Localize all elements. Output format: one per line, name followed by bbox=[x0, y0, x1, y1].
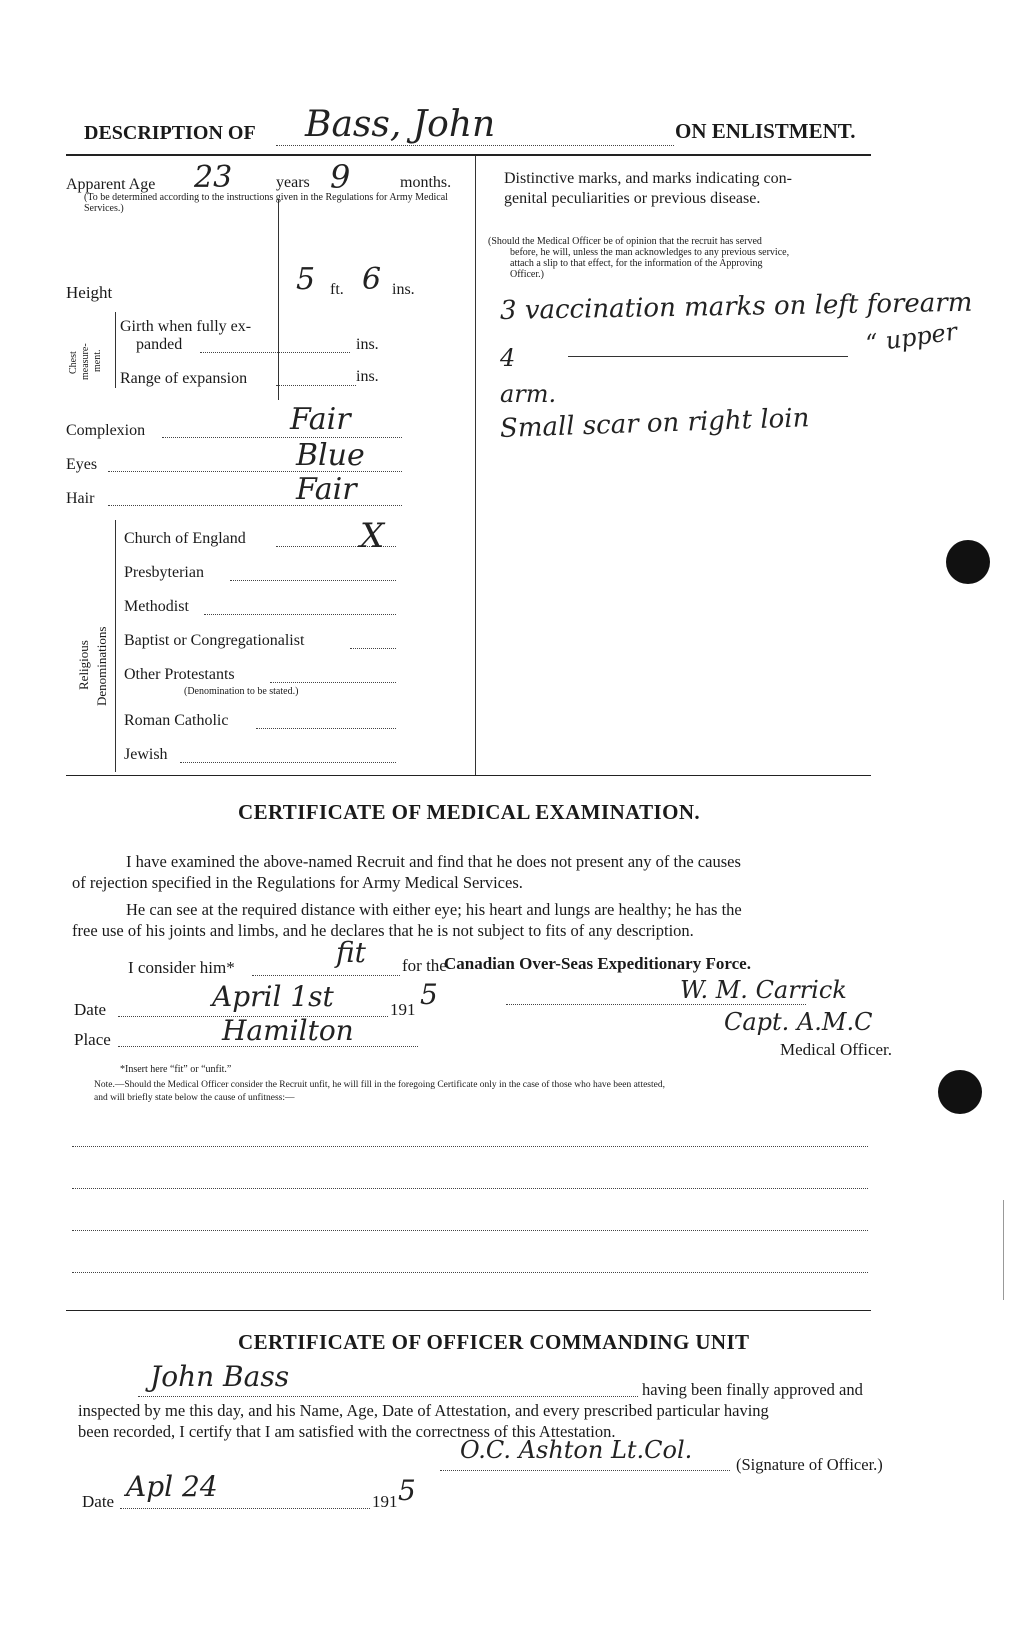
consider-label: I consider him* bbox=[128, 958, 235, 977]
girth-label-1: Girth when fully ex- bbox=[120, 318, 252, 335]
chest-label-1: Chest bbox=[68, 351, 79, 374]
baptist-label: Baptist or Congregationalist bbox=[124, 632, 305, 649]
other-protestants-label: Other Protestants bbox=[124, 666, 235, 683]
commanding-year-suffix: 5 bbox=[398, 1474, 416, 1507]
height-ft-value: 5 bbox=[296, 262, 316, 297]
roman-catholic-line bbox=[256, 728, 396, 729]
religious-label-1: Religious bbox=[76, 640, 91, 690]
age-years-value: 23 bbox=[194, 160, 233, 195]
for-the-label: for the bbox=[402, 956, 447, 975]
medical-para-1a: I have examined the above-named Recruit and find that he does not present any of the causes bbox=[126, 852, 741, 871]
hair-value: Fair bbox=[296, 472, 357, 507]
marks-line-4: Small scar on right loin bbox=[499, 403, 810, 444]
commanding-date-line bbox=[120, 1508, 370, 1509]
section-rule-1 bbox=[66, 775, 871, 776]
years-label: years bbox=[276, 174, 310, 191]
insert-note: *Insert here “fit” or “unfit.” bbox=[120, 1064, 232, 1075]
height-label: Height bbox=[66, 283, 113, 302]
force-name: Canadian Over-Seas Expeditionary Force. bbox=[444, 954, 751, 973]
previous-service-note-3: attach a slip to that effect, for the information of the Approving bbox=[510, 258, 763, 269]
date-value: April 1st bbox=[212, 980, 334, 1013]
unfitness-line-3 bbox=[72, 1230, 868, 1231]
commanding-cert-title: CERTIFICATE OF OFFICER COMMANDING UNIT bbox=[238, 1330, 750, 1354]
recruit-name: Bass, John bbox=[305, 104, 496, 145]
unfit-note-2: and will briefly state below the cause of unfitness:— bbox=[94, 1093, 295, 1103]
previous-service-note-1: (Should the Medical Officer be of opinion that the recruit has served bbox=[488, 236, 762, 247]
recruit-signature: John Bass bbox=[150, 1360, 290, 1393]
section-rule-2 bbox=[66, 1310, 871, 1311]
previous-service-note-2: before, he will, unless the man acknowledges to any previous service, bbox=[510, 247, 790, 258]
distinctive-marks-line-2: genital peculiarities or previous disease. bbox=[504, 190, 761, 207]
chest-label-2: measure- bbox=[80, 343, 91, 380]
complexion-value: Fair bbox=[290, 402, 351, 437]
officer-signature: O.C. Ashton Lt.Col. bbox=[460, 1436, 693, 1464]
recruit-signature-line bbox=[138, 1396, 638, 1397]
girth-label-2: panded bbox=[136, 336, 183, 353]
on-enlistment-label: ON ENLISTMENT. bbox=[675, 119, 856, 143]
medical-para-2a: He can see at the required distance with either eye; his heart and lungs are healthy; he has the bbox=[126, 900, 742, 919]
punch-hole-top bbox=[946, 540, 990, 584]
unfit-note-1: Note.—Should the Medical Officer consider the Recruit unfit, he will fill in the foregoing Certificate only in the case of those who have been attested, bbox=[94, 1080, 665, 1090]
church-of-england-label: Church of England bbox=[124, 530, 246, 547]
description-of-label: DESCRIPTION OF bbox=[84, 122, 256, 144]
header-rule bbox=[66, 154, 871, 156]
commanding-year-prefix: 191 bbox=[372, 1492, 398, 1511]
ft-label: ft. bbox=[330, 281, 344, 298]
range-label: Range of expansion bbox=[120, 370, 248, 387]
apparent-age-label: Apparent Age bbox=[66, 176, 156, 193]
range-line bbox=[276, 385, 356, 386]
unfitness-line-4 bbox=[72, 1272, 868, 1273]
other-protestants-note: (Denomination to be stated.) bbox=[184, 686, 299, 697]
height-ins-value: 6 bbox=[362, 262, 382, 297]
age-months-value: 9 bbox=[330, 158, 351, 196]
roman-catholic-label: Roman Catholic bbox=[124, 712, 229, 729]
presbyterian-line bbox=[230, 580, 396, 581]
marks-line-3: arm. bbox=[500, 380, 557, 408]
range-ins-label: ins. bbox=[356, 368, 379, 385]
medical-officer-label: Medical Officer. bbox=[780, 1040, 893, 1059]
medical-para-1b: of rejection specified in the Regulations for Army Medical Services. bbox=[72, 873, 523, 892]
church-of-england-mark: X bbox=[360, 516, 385, 556]
age-note-text: (To be determined according to the instructions given in the Regulations for Army Medical Services.) bbox=[84, 192, 448, 214]
complexion-line bbox=[162, 437, 402, 438]
months-label: months. bbox=[400, 174, 452, 191]
signature-line bbox=[506, 1004, 806, 1005]
complexion-label: Complexion bbox=[66, 422, 146, 439]
marks-line-2-ditto: “ upper bbox=[864, 317, 959, 358]
marks-line-2-number: 4 bbox=[500, 344, 516, 372]
age-note bbox=[84, 192, 474, 214]
hair-label: Hair bbox=[66, 490, 95, 507]
commanding-para-1: having been finally approved and bbox=[642, 1380, 863, 1399]
religion-divider bbox=[115, 520, 116, 772]
signature-of-officer-label: (Signature of Officer.) bbox=[736, 1455, 883, 1474]
place-value: Hamilton bbox=[222, 1014, 354, 1047]
commanding-date-label: Date bbox=[82, 1492, 115, 1511]
previous-service-note-4: Officer.) bbox=[510, 269, 544, 280]
medical-officer-rank: Capt. A.M.C bbox=[724, 1008, 873, 1036]
baptist-line bbox=[350, 648, 396, 649]
girth-line bbox=[200, 352, 350, 353]
eyes-label: Eyes bbox=[66, 456, 98, 473]
methodist-line bbox=[204, 614, 396, 615]
year-suffix: 5 bbox=[420, 978, 438, 1011]
chest-divider bbox=[115, 312, 116, 388]
consider-line bbox=[252, 975, 400, 976]
medical-para-2b: free use of his joints and limbs, and he declares that he is not subject to fits of any description. bbox=[72, 921, 694, 940]
jewish-line bbox=[180, 762, 396, 763]
hair-line bbox=[108, 505, 402, 506]
commanding-para-3: been recorded, I certify that I am satisfied with the correctness of this Attestation. bbox=[78, 1422, 616, 1441]
consider-value: fit bbox=[336, 936, 366, 969]
unfitness-line-1 bbox=[72, 1146, 868, 1147]
religious-label-2: Denominations bbox=[94, 626, 109, 706]
chest-label-3: ment. bbox=[92, 349, 103, 372]
punch-hole-bottom bbox=[938, 1070, 982, 1114]
place-label: Place bbox=[74, 1030, 111, 1049]
name-line bbox=[276, 145, 674, 146]
methodist-label: Methodist bbox=[124, 598, 189, 615]
commanding-para-2: inspected by me this day, and his Name, Age, Date of Attestation, and every prescribed particular having bbox=[78, 1401, 769, 1420]
medical-officer-signature: W. M. Carrick bbox=[680, 976, 847, 1004]
page-edge-mark bbox=[1003, 1200, 1004, 1300]
jewish-label: Jewish bbox=[124, 746, 168, 763]
eyes-value: Blue bbox=[296, 438, 365, 473]
presbyterian-label: Presbyterian bbox=[124, 564, 204, 581]
commanding-date-value: Apl 24 bbox=[126, 1470, 218, 1503]
unfitness-line-2 bbox=[72, 1188, 868, 1189]
distinctive-marks-line-1: Distinctive marks, and marks indicating con- bbox=[504, 170, 792, 187]
medical-cert-title: CERTIFICATE OF MEDICAL EXAMINATION. bbox=[238, 800, 701, 824]
year-prefix: 191 bbox=[390, 1000, 416, 1019]
other-protestants-line bbox=[270, 682, 396, 683]
officer-signature-line bbox=[440, 1470, 730, 1471]
date-label: Date bbox=[74, 1000, 107, 1019]
marks-line-1: 3 vaccination marks on left forearm bbox=[499, 287, 973, 326]
ins-label: ins. bbox=[392, 281, 415, 298]
girth-ins-label: ins. bbox=[356, 336, 379, 353]
left-inner-divider bbox=[278, 200, 279, 400]
column-divider bbox=[475, 156, 476, 776]
marks-line-2-dash bbox=[568, 356, 848, 357]
